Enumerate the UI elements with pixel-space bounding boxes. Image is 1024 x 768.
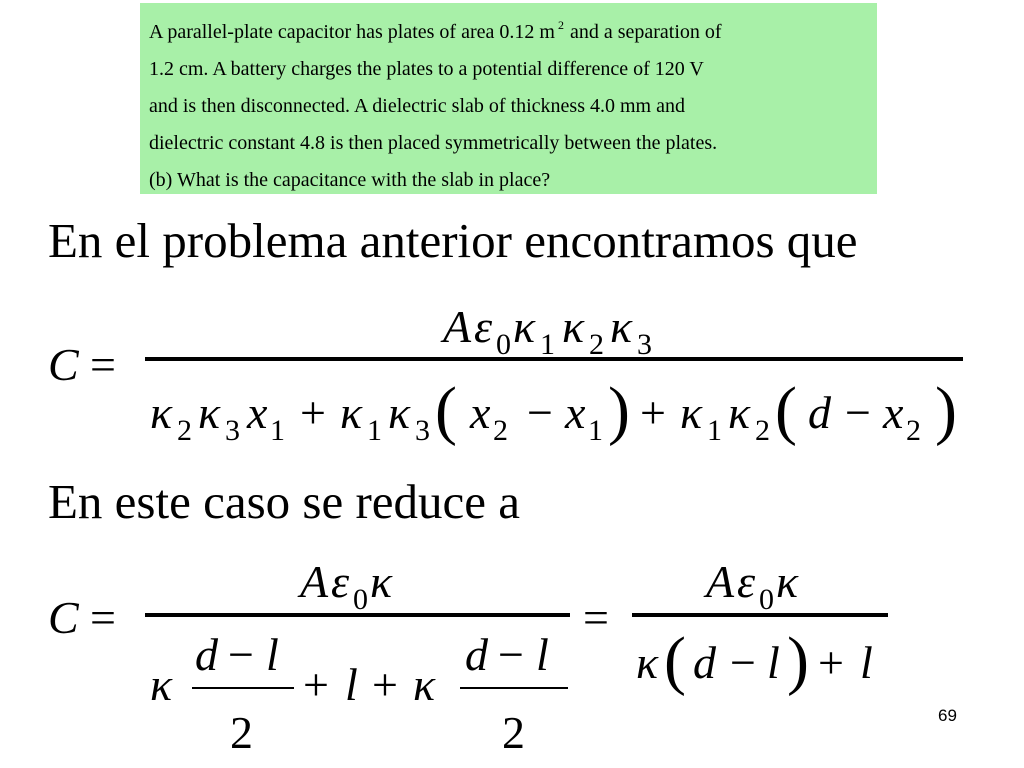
l-symbol: l: [266, 629, 279, 680]
l-symbol: l: [345, 659, 358, 710]
epsilon-symbol: ε: [737, 556, 756, 607]
left-paren: (: [664, 624, 686, 697]
minus-sign: −: [527, 387, 553, 438]
l-symbol: l: [767, 637, 780, 688]
x-symbol: x: [470, 387, 491, 438]
epsilon-symbol: ε: [331, 556, 350, 607]
superscript: 2: [557, 18, 564, 32]
plus-sign: +: [303, 659, 329, 710]
d-symbol: d: [808, 387, 831, 438]
subscript: 1: [270, 414, 285, 447]
heading-previous-result: En el problema anterior encontramos que: [48, 213, 858, 268]
left-paren: (: [775, 374, 797, 447]
subscript: 3: [637, 328, 652, 361]
capacitance-symbol: C: [48, 592, 79, 643]
area-symbol: A: [706, 556, 735, 607]
d-symbol: d: [465, 629, 488, 680]
equals-sign: =: [90, 339, 116, 390]
heading-reduces-to: En este caso se reduce a: [48, 474, 521, 529]
kappa-symbol: κ: [150, 387, 173, 438]
equals-sign: =: [90, 592, 116, 643]
problem-line: and is then disconnected. A dielectric slab of thickness 4.0 mm and: [149, 95, 685, 117]
problem-line-text: A parallel-plate capacitor has plates of area 0.12 m: [149, 21, 555, 43]
kappa-symbol: κ: [370, 556, 393, 607]
subscript: 1: [367, 414, 382, 447]
right-paren: ): [787, 624, 809, 697]
x-symbol: x: [565, 387, 586, 438]
subscript: 1: [707, 414, 722, 447]
problem-line-text: and a separation of: [569, 21, 722, 43]
subscript: 2: [755, 414, 770, 447]
kappa-symbol: κ: [513, 301, 536, 352]
subscript: 2: [906, 414, 921, 447]
minus-sign: −: [730, 637, 756, 688]
kappa-symbol: κ: [636, 637, 659, 688]
fraction-bar: [460, 687, 568, 689]
capacitance-symbol: C: [48, 339, 79, 390]
subscript: 3: [415, 414, 430, 447]
denominator-two: 2: [502, 707, 525, 758]
kappa-symbol: κ: [388, 387, 411, 438]
page-number: 69: [938, 706, 957, 725]
epsilon-symbol: ε: [474, 301, 493, 352]
kappa-symbol: κ: [562, 301, 585, 352]
kappa-symbol: κ: [680, 387, 703, 438]
subscript: 3: [225, 414, 240, 447]
d-symbol: d: [693, 637, 716, 688]
equation-general-capacitance: [48, 301, 963, 447]
left-paren: (: [435, 374, 457, 447]
subscript: 2: [177, 414, 192, 447]
kappa-symbol: κ: [610, 301, 633, 352]
problem-line: (b) What is the capacitance with the slab in place?: [149, 169, 551, 191]
subscript: 0: [496, 328, 511, 361]
subscript: 2: [589, 328, 604, 361]
right-paren: ): [935, 374, 957, 447]
kappa-symbol: κ: [728, 387, 751, 438]
problem-line: dielectric constant 4.8 is then placed symmetrically between the plates.: [149, 132, 718, 154]
minus-sign: −: [498, 629, 524, 680]
subscript: 1: [540, 328, 555, 361]
l-symbol: l: [860, 637, 873, 688]
equation-reduced-capacitance: [48, 556, 888, 758]
problem-line: 1.2 cm. A battery charges the plates to a potential difference of 120 V: [149, 58, 704, 80]
right-paren: ): [608, 374, 630, 447]
subscript: 0: [353, 583, 368, 616]
subscript: 2: [493, 414, 508, 447]
area-symbol: A: [443, 301, 472, 352]
subscript: 1: [588, 414, 603, 447]
l-symbol: l: [536, 629, 549, 680]
kappa-symbol: κ: [150, 659, 173, 710]
kappa-symbol: κ: [198, 387, 221, 438]
kappa-symbol: κ: [413, 659, 436, 710]
area-symbol: A: [300, 556, 329, 607]
plus-sign: +: [372, 659, 398, 710]
x-symbol: x: [247, 387, 268, 438]
d-symbol: d: [195, 629, 218, 680]
equals-sign: =: [583, 592, 609, 643]
plus-sign: +: [300, 387, 326, 438]
plus-sign: +: [640, 387, 666, 438]
fraction-bar: [192, 687, 294, 689]
minus-sign: −: [845, 387, 871, 438]
subscript: 0: [759, 583, 774, 616]
x-symbol: x: [883, 387, 904, 438]
denominator-two: 2: [230, 707, 253, 758]
kappa-symbol: κ: [340, 387, 363, 438]
plus-sign: +: [818, 637, 844, 688]
kappa-symbol: κ: [776, 556, 799, 607]
minus-sign: −: [228, 629, 254, 680]
